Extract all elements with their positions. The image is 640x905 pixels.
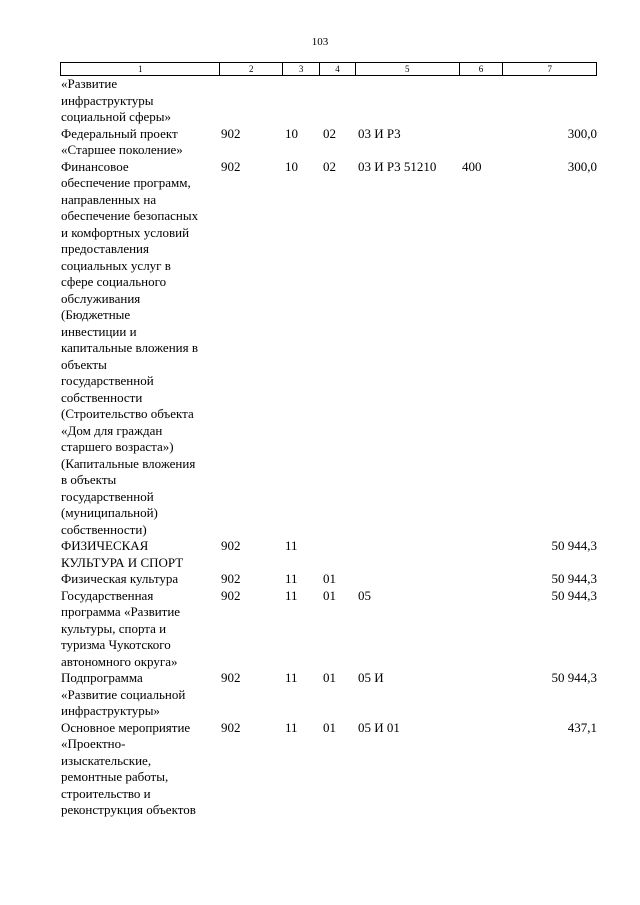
table-row [60, 588, 597, 671]
header-col-5: 5 [356, 63, 460, 75]
cell-sum: 50 944,3 [551, 571, 597, 586]
cell-sum [504, 76, 597, 126]
cell-name: Основное мероприятие «Проектно- изыскательские, ремонтные работы, строительство и реконструкция объектов [61, 719, 196, 817]
cell-pr: 01 [323, 719, 336, 735]
cell-csr: 05 И 01 [358, 719, 400, 735]
cell-name: Подпрограмма «Развитие социальной инфраструктуры» [61, 670, 186, 718]
cell-pr: 01 [323, 587, 336, 603]
header-col-7: 7 [547, 64, 552, 74]
cell-pr [320, 76, 356, 126]
cell-rz: 11 [285, 587, 298, 603]
cell-csr: 03 И Р3 51210 [358, 158, 437, 174]
cell-rz: 11 [285, 571, 298, 586]
cell-name: Федеральный проект «Старшее поколение» [61, 125, 183, 157]
cell-vr [460, 588, 504, 671]
cell-pr: 01 [323, 571, 336, 586]
cell-csr [356, 76, 460, 126]
cell-vr [460, 571, 504, 588]
table-row [60, 720, 597, 819]
table-header [60, 62, 597, 76]
cell-csr: 05 И [358, 670, 384, 685]
cell-vr [460, 720, 504, 819]
cell-pr: 02 [323, 125, 336, 141]
header-col-2: 2 [220, 63, 283, 75]
cell-vr: 400 [462, 158, 482, 174]
cell-name: Государственная программа «Развитие культуры, спорта и туризма Чукотского автономного округа» [61, 587, 181, 669]
cell-sum: 300,0 [567, 125, 597, 141]
cell-vr [460, 126, 504, 159]
table-row [60, 126, 597, 159]
cell-name: ФИЗИЧЕСКАЯ КУЛЬТУРА И СПОРТ [61, 538, 184, 570]
cell-vr [460, 76, 504, 126]
page-number: 103 [311, 36, 329, 48]
cell-vr [460, 670, 504, 720]
header-col-3: 3 [283, 63, 320, 75]
cell-rz [283, 76, 320, 126]
cell-csr: 05 [358, 587, 371, 603]
cell-pr [320, 538, 356, 571]
cell-name: Финансовое обеспечение программ, направленных на обеспечение безопасных и комфортных условий предоставления социальных услуг в сфере социального обслуживания (Бюджетные инвестиции и капитальные вложения в объекты государственной собственности (Строительство объекта «Дом для граждан старшего возраста») (Капитальные вложения в объекты государственной (муниципальной) собственности) [61, 158, 199, 537]
cell-ved: 902 [221, 538, 241, 553]
table-row [60, 670, 597, 720]
cell-sum: 50 944,3 [551, 670, 597, 685]
cell-ved: 902 [221, 719, 241, 735]
cell-rz: 11 [285, 538, 298, 553]
header-col-4: 4 [320, 63, 356, 75]
cell-rz: 10 [285, 158, 298, 174]
cell-csr: 03 И Р3 [358, 125, 401, 141]
cell-name: Физическая культура [61, 571, 179, 586]
table-row [60, 538, 597, 571]
cell-sum: 50 944,3 [551, 587, 597, 603]
header-col-1: 1 [61, 63, 220, 75]
cell-ved: 902 [221, 670, 241, 685]
cell-ved: 902 [221, 571, 241, 586]
cell-pr: 01 [323, 670, 336, 685]
cell-rz: 11 [285, 670, 298, 685]
budget-table [60, 62, 597, 819]
cell-ved: 902 [221, 158, 241, 174]
table-row [60, 76, 597, 126]
cell-name: «Развитие инфраструктуры социальной сферы» [61, 76, 172, 124]
cell-vr [460, 538, 504, 571]
header-col-6: 6 [460, 63, 504, 75]
cell-rz: 11 [285, 719, 298, 735]
cell-ved: 902 [221, 587, 241, 603]
cell-pr: 02 [323, 158, 336, 174]
cell-sum: 50 944,3 [551, 538, 597, 553]
cell-csr [356, 571, 460, 588]
cell-csr [356, 538, 460, 571]
cell-rz: 10 [285, 125, 298, 141]
cell-sum: 300,0 [567, 158, 597, 174]
table-row [60, 159, 597, 539]
table-row [60, 571, 597, 588]
cell-sum: 437,1 [567, 719, 597, 735]
cell-ved [220, 76, 283, 126]
cell-ved: 902 [221, 125, 241, 141]
